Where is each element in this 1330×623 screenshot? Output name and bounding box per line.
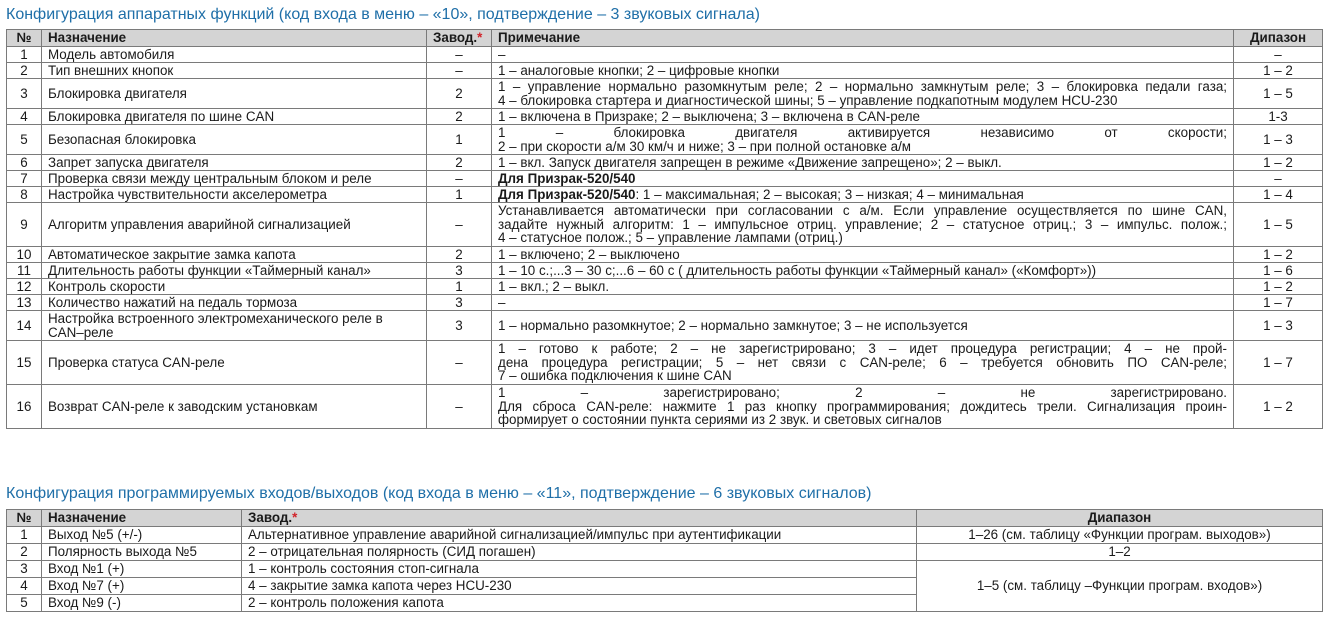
col-factory-header [427,30,492,47]
row-name: Полярность выхода №5 [42,544,242,561]
row-factory-value: – [427,171,492,187]
row-note [492,79,1234,109]
row-range: 1 – 2 [1234,247,1323,263]
note-line: 1 – включено; 2 – выключено [498,246,680,262]
note-model-label: Для Призрак-520/540 [498,170,636,186]
table-row [7,47,1323,63]
row-note [492,109,1234,125]
row-number: 3 [7,79,42,109]
table-header-row [7,510,1323,527]
row-range: 1–5 (см. таблицу –Функции програм. входов») [917,561,1323,612]
row-factory-value: – [427,203,492,247]
note-line: 1 – готово к работе; 2 – не зарегистрировано; 3 – идет процедура регистрации; 4 – не прой- [498,341,1227,357]
note-line: 1 – 10 с.;...3 – 30 с;...6 – 60 с ( длительность работы функции «Таймерный канал» («Комфорт»)) [498,262,1097,278]
row-number: 1 [7,47,42,63]
note-line: 1 – вкл.; 2 – выкл. [498,278,610,294]
table-row [7,341,1323,385]
note-line: 4 – блокировка стартера и диагностической шины; 5 – управление подкапотным модулем HCU-230 [498,92,1118,108]
row-number: 5 [7,125,42,155]
row-name: Проверка связи между центральным блоком и реле [42,171,427,187]
row-name: Количество нажатий на педаль тормоза [42,295,427,311]
row-note [492,155,1234,171]
col-factory-header [242,510,917,527]
row-note [492,385,1234,429]
row-factory-value: Альтернативное управление аварийной сигнализацией/импульс при аутентификации [242,527,917,544]
row-name: Безопасная блокировка [42,125,427,155]
row-factory-value: 4 – закрытие замка капота через HCU-230 [242,578,917,595]
note-line: задайте нужный алгоритм: 1 – импульсное отриц. управление; 2 – статусное отриц.; 3 – импульс. полож.; [498,216,1227,232]
table-row [7,263,1323,279]
row-number: 4 [7,578,42,595]
table-row [7,311,1323,341]
row-factory-value: 3 [427,263,492,279]
table-row [7,544,1323,561]
col-name-header: Назначение [42,510,242,527]
factory-label: Завод. [248,510,293,526]
row-factory-value: 1 [427,279,492,295]
row-name: Блокировка двигателя [42,79,427,109]
table-row [7,385,1323,429]
table-row [7,155,1323,171]
row-name: Настройка встроенного электромеханического реле в CAN–реле [42,311,427,341]
col-range-header: Дипазон [1234,30,1323,47]
note-line: 2 – при скорости а/м 30 км/ч и ниже; 3 – при полной остановке а/м [498,138,911,154]
row-number: 6 [7,155,42,171]
row-name: Автоматическое закрытие замка капота [42,247,427,263]
row-name: Выход №5 (+/-) [42,527,242,544]
row-factory-value: 2 [427,247,492,263]
row-number: 10 [7,247,42,263]
row-range: – [1234,171,1323,187]
row-note [492,125,1234,155]
asterisk-mark: * [477,30,483,46]
row-factory-value: 1 – контроль состояния стоп-сигнала [242,561,917,578]
row-number: 15 [7,341,42,385]
row-number: 9 [7,203,42,247]
row-factory-value: 2 [427,155,492,171]
table1-title: Конфигурация аппаратных функций (код входа в меню – «10», подтверждение – 3 звуковых сигнала) [6,6,760,23]
note-line: – [498,294,506,310]
io-config-table [6,509,1323,612]
table-row [7,187,1323,203]
note-line: Для сброса CAN-реле: нажмите 1 раз кнопку программирования; дождитесь трели. Сигнализация проин- [498,398,1227,414]
table-row [7,171,1323,187]
row-note [492,47,1234,63]
row-name: Тип внешних кнопок [42,63,427,79]
row-name: Возврат CAN-реле к заводским установкам [42,385,427,429]
col-range-header: Диапазон [917,510,1323,527]
row-name: Контроль скорости [42,279,427,295]
row-number: 14 [7,311,42,341]
row-note [492,63,1234,79]
row-factory-value: 1 [427,187,492,203]
table-row [7,279,1323,295]
row-note [492,263,1234,279]
factory-label: Завод. [433,30,478,46]
row-range: 1–2 [917,544,1323,561]
table-row [7,527,1323,544]
table-row [7,295,1323,311]
asterisk-mark: * [292,510,298,526]
row-factory-value: – [427,385,492,429]
row-number: 2 [7,63,42,79]
hardware-functions-table [6,29,1323,429]
row-range: 1 – 2 [1234,155,1323,171]
col-num-header: № [7,510,42,527]
row-note [492,295,1234,311]
note-line: 1 – нормально разомкнутое; 2 – нормально замкнутое; 3 – не используется [498,317,968,333]
note-text: : 1 – максимальная; 2 – высокая; 3 – низкая; 4 – минимальная [635,186,1024,202]
note-line: – [498,46,506,62]
row-range: 1 – 2 [1234,385,1323,429]
col-note-header: Примечание [492,30,1234,47]
table-row [7,109,1323,125]
row-number: 8 [7,187,42,203]
note-line: формирует о состоянии пункта сериями из 2 звук. и световых сигналов [498,412,942,428]
row-range: 1 – 3 [1234,125,1323,155]
row-factory-value: 1 [427,125,492,155]
row-note [492,187,1234,203]
row-factory-value: 2 [427,109,492,125]
row-note [492,279,1234,295]
note-line: дена процедура регистрации; 5 – нет связи с CAN-реле; 6 – требуется обновить ПО CAN-реле; [498,354,1227,370]
row-range: 1 – 2 [1234,63,1323,79]
table-row [7,247,1323,263]
row-name: Длительность работы функции «Таймерный канал» [42,263,427,279]
row-factory-value: – [427,341,492,385]
row-note [492,341,1234,385]
row-note [492,203,1234,247]
row-range: 1 – 2 [1234,279,1323,295]
row-range: 1 – 4 [1234,187,1323,203]
row-factory-value: 2 – отрицательная полярность (СИД погашен) [242,544,917,561]
note-line: 1 – блокировка двигателя активируется независимо от скорости; [498,124,1227,140]
row-factory-value: 2 [427,79,492,109]
row-note [492,311,1234,341]
row-range: 1 – 5 [1234,79,1323,109]
table-header-row [7,30,1323,47]
row-name: Проверка статуса CAN-реле [42,341,427,385]
row-name: Модель автомобиля [42,47,427,63]
note-line: 7 – ошибка подключения к шине CAN [498,368,732,384]
table2-title: Конфигурация программируемых входов/выходов (код входа в меню – «11», подтверждение – 6 звуковых сигналов) [6,485,872,502]
row-name: Вход №7 (+) [42,578,242,595]
row-number: 2 [7,544,42,561]
note-line: 1 – управление нормально разомкнутым реле; 2 – нормально замкнутым реле; 3 – блокировка педали газа; [498,78,1227,94]
row-factory-value: 3 [427,295,492,311]
row-range: 1-3 [1234,109,1323,125]
row-name: Блокировка двигателя по шине CAN [42,109,427,125]
row-number: 11 [7,263,42,279]
note-line: Устанавливается автоматически при согласовании с а/м. Если управление осуществляется по шине CAN, [498,203,1227,219]
row-number: 7 [7,171,42,187]
row-number: 4 [7,109,42,125]
row-range: 1 – 7 [1234,295,1323,311]
row-number: 16 [7,385,42,429]
table-row [7,125,1323,155]
row-factory-value: – [427,47,492,63]
row-number: 3 [7,561,42,578]
row-range: 1 – 3 [1234,311,1323,341]
row-number: 13 [7,295,42,311]
row-name: Запрет запуска двигателя [42,155,427,171]
row-name: Вход №9 (-) [42,595,242,612]
row-factory-value: 2 – контроль положения капота [242,595,917,612]
note-line: 1 – включена в Призраке; 2 – выключена; 3 – включена в CAN-реле [498,108,920,124]
col-num-header: № [7,30,42,47]
row-factory-value: 3 [427,311,492,341]
note-line: 1 – зарегистрировано; 2 – не зарегистрировано. [498,385,1227,401]
note-model-label: Для Призрак-520/540 [498,186,636,202]
row-range: 1 – 7 [1234,341,1323,385]
row-name: Алгоритм управления аварийной сигнализацией [42,203,427,247]
table-row [7,79,1323,109]
row-range: – [1234,47,1323,63]
table-row [7,203,1323,247]
note-line: 1 – аналоговые кнопки; 2 – цифровые кнопки [498,62,780,78]
note-line: 1 – вкл. Запуск двигателя запрещен в режиме «Движение запрещено»; 2 – выкл. [498,154,1002,170]
row-range: 1 – 5 [1234,203,1323,247]
table-row [7,63,1323,79]
row-range: 1–26 (см. таблицу «Функции програм. выходов») [917,527,1323,544]
row-factory-value: – [427,63,492,79]
row-number: 5 [7,595,42,612]
row-number: 1 [7,527,42,544]
row-note [492,247,1234,263]
row-range: 1 – 6 [1234,263,1323,279]
row-name: Настройка чувствительности акселерометра [42,187,427,203]
note-line: 4 – статусное полож.; 5 – управление лампами (отриц.) [498,230,843,246]
table-row [7,561,1323,578]
row-note [492,171,1234,187]
col-name-header: Назначение [42,30,427,47]
row-name: Вход №1 (+) [42,561,242,578]
row-number: 12 [7,279,42,295]
